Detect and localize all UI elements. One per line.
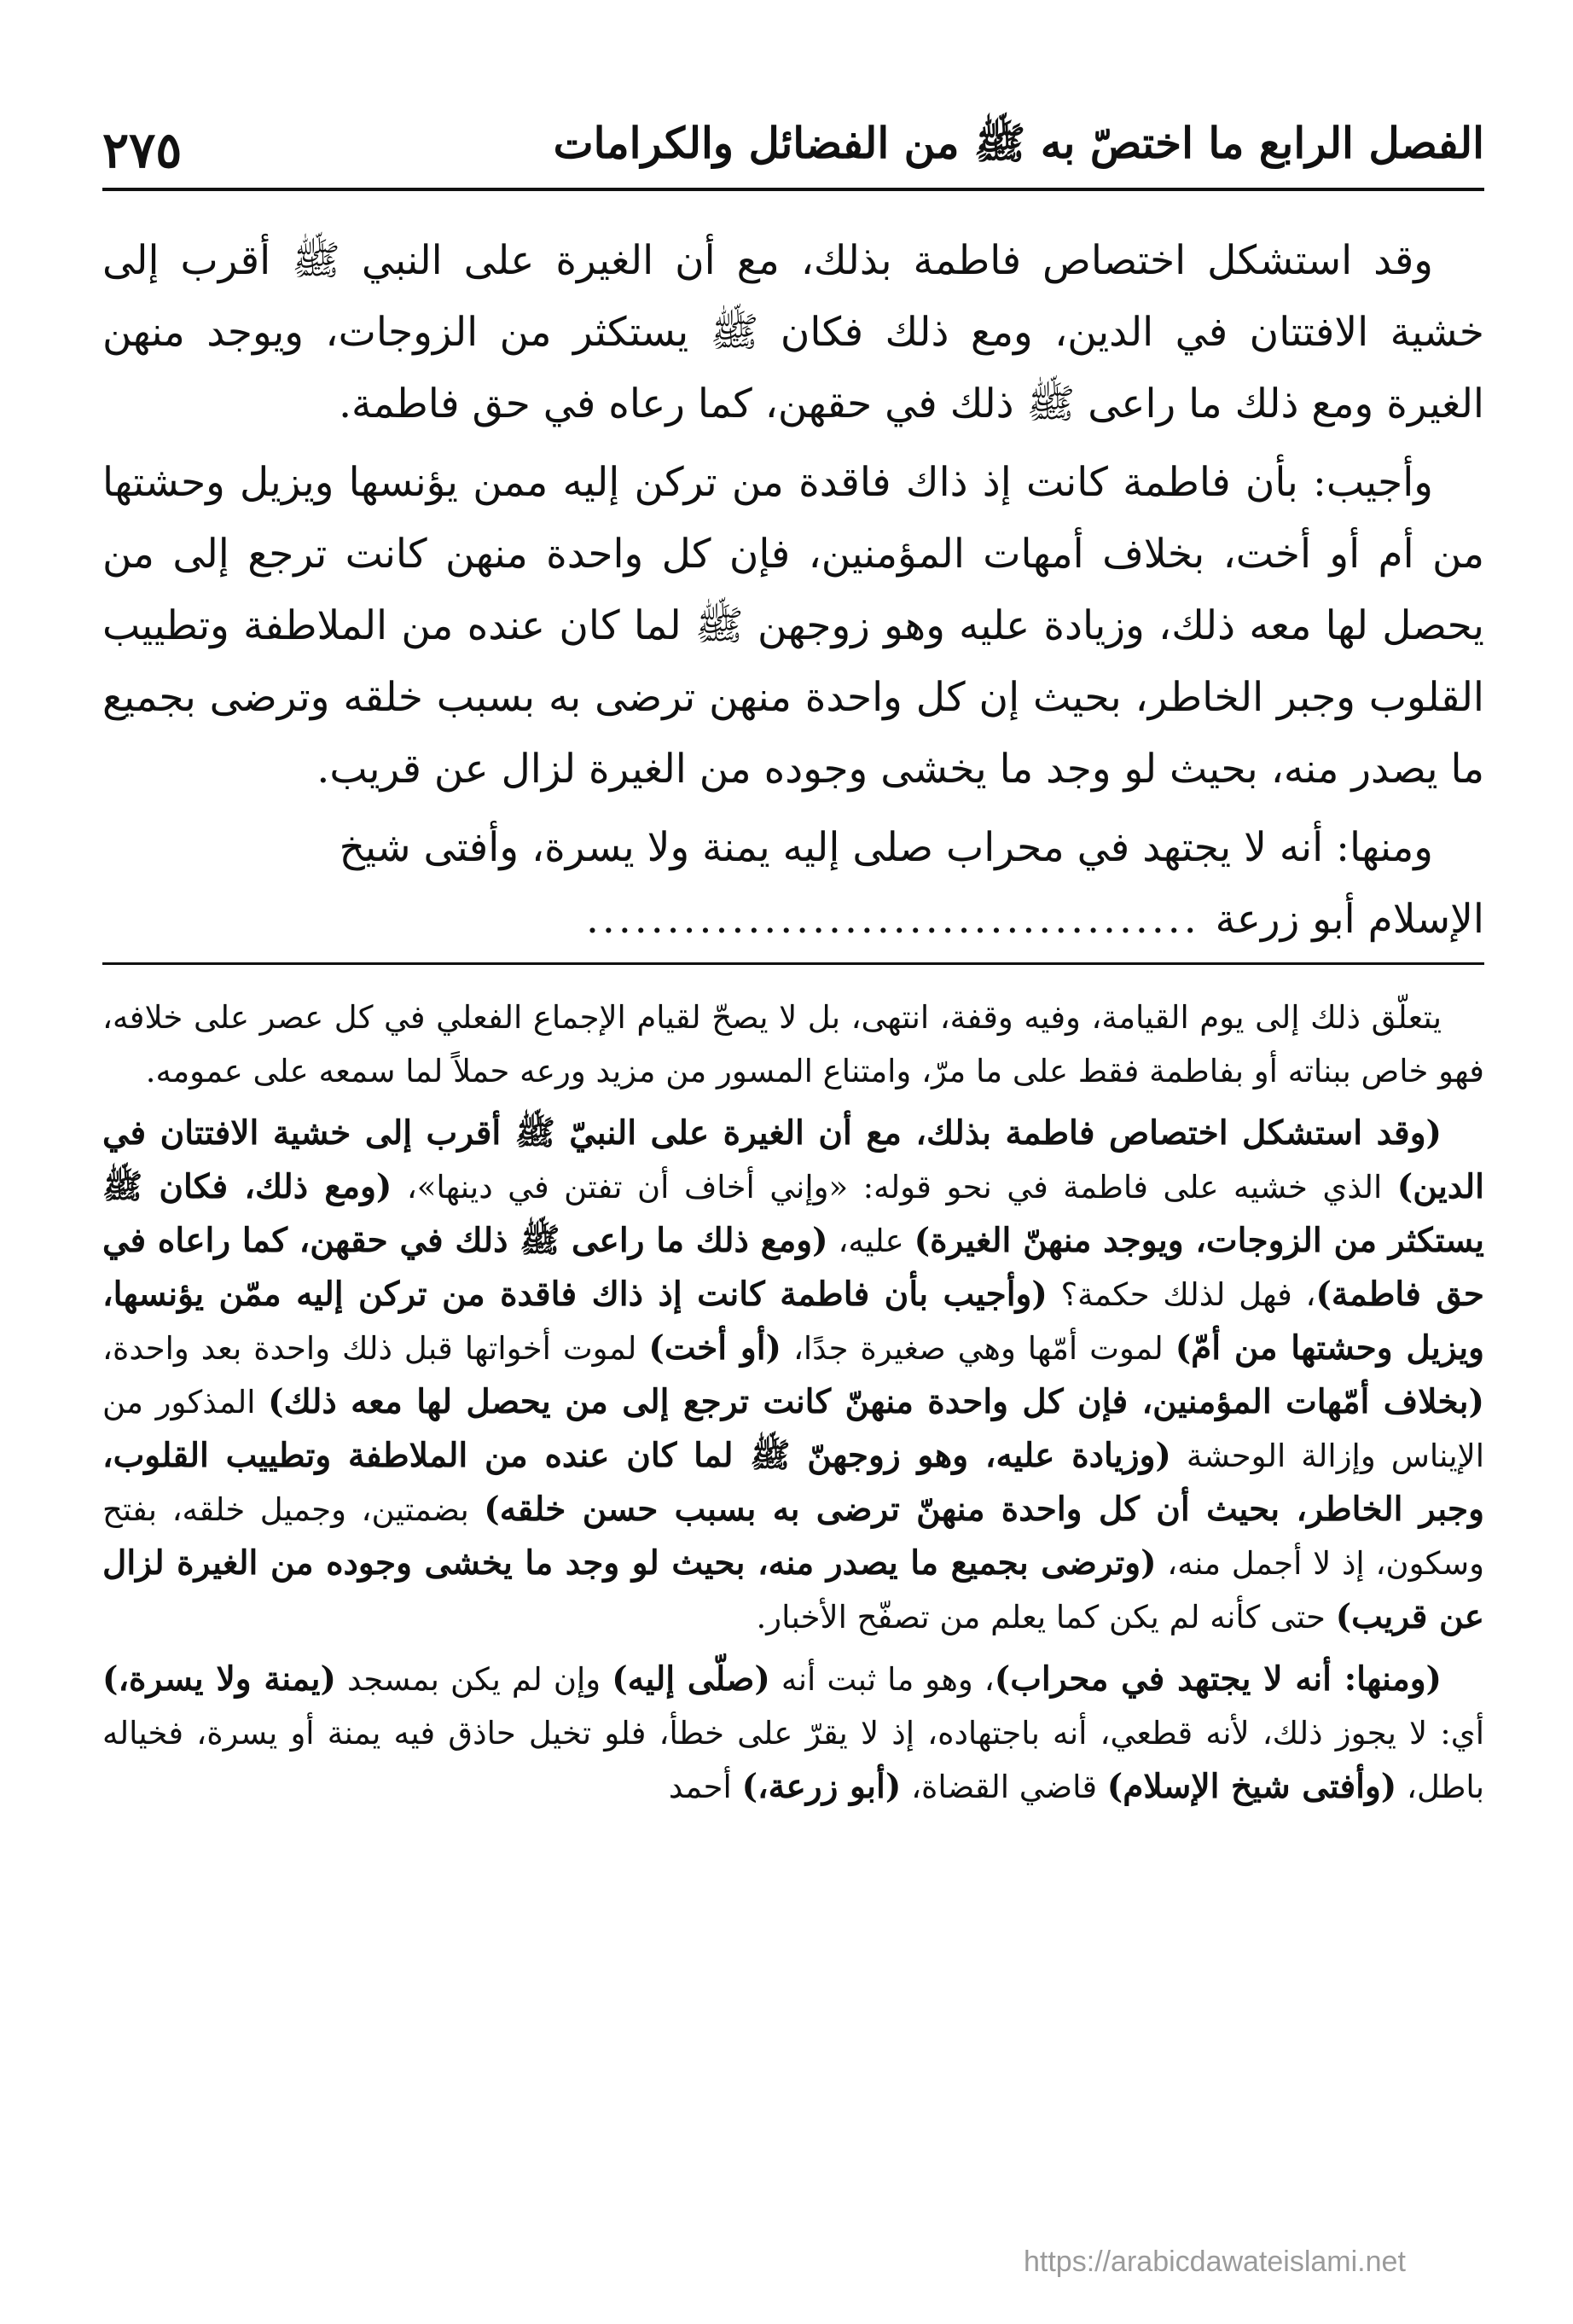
commentary-text-span: الذي خشيه على فاطمة في نحو قوله: «وإني أخاف أن تفتن في دينها»، (392, 1169, 1397, 1206)
main-paragraph-1: وقد استشكل اختصاص فاطمة بذلك، مع أن الغيرة على النبي ﷺ أقرب إلى خشية الافتتان في الدين، ومع ذلك فكان ﷺ يستكثر من الزوجات، ويوجد منهن الغيرة ومع ذلك ما راعى ﷺ ذلك في حقهن، كما رعاه في حق فاطمة. (102, 237, 1484, 427)
commentary-text-span: المذكور من الإيناس وإزالة الوحشة (102, 1384, 1485, 1474)
quoted-matn: (ومنها: أنه لا يجتهد في محراب) (994, 1659, 1442, 1699)
main-paragraph-3: ومنها: أنه لا يجتهد في محراب صلى إليه يمنة ولا يسرة، وأفتى شيخ (339, 824, 1433, 871)
commentary-text-span: حتى كأنه لم يكن كما يعلم من تصفّح الأخبار. (756, 1599, 1336, 1636)
quoted-matn: (وزيادة عليه، وهو زوجهنّ ﷺ لما كان عنده من الملاطفة وتطييب القلوب، وجبر الخاطر، بحيث أن كل واحدة منهنّ ترضى به بسبب حسن خلقه) (102, 1436, 1484, 1529)
main-text (102, 225, 1484, 956)
quoted-matn: (أبو زرعة،) (741, 1767, 902, 1806)
quoted-matn: (وقد استشكل اختصاص فاطمة بذلك، مع أن الغيرة على النبيّ ﷺ أقرب إلى خشية الافتتان في الدين) (102, 1113, 1484, 1206)
commentary-paragraph-1: يتعلّق ذلك إلى يوم القيامة، وفيه وقفة، انتهى، بل لا يصحّ لقيام الإجماع الفعلي في كل عصر على خلافه، فهو خاص ببناته أو بفاطمة فقط على ما مرّ، وامتناع المسور من مزيد ورعه حملاً لما سمعه على عمومه. (102, 999, 1484, 1089)
quoted-matn: (أو أخت) (648, 1328, 781, 1368)
quoted-matn: (ومع ذلك ما راعى ﷺ ذلك في حقهن، كما راعاه في حق فاطمة) (102, 1221, 1485, 1314)
commentary-text-span: أحمد (668, 1769, 742, 1805)
quoted-matn: (وأفتى شيخ الإسلام) (1106, 1767, 1397, 1806)
page-number: ٢٧٥ (102, 121, 183, 179)
website-watermark: https://arabicdawateislami.net (1024, 2246, 1406, 2278)
commentary-text (102, 991, 1484, 1814)
quoted-matn: (وأجيب بأن فاطمة كانت إذ ذاك فاقدة من تركن إليه ممّن يؤنسها، ويزيل وحشتها من أمّ) (102, 1275, 1484, 1368)
text-commentary-divider (102, 962, 1484, 965)
commentary-text-span: ، وهو ما ثبت أنه (769, 1661, 995, 1698)
page-header (102, 102, 1484, 191)
quoted-matn: (وترضى بجميع ما يصدر منه، بحيث لو وجد ما يخشى وجوده من الغيرة لزال عن قريب) (102, 1543, 1484, 1636)
continuation-dots: ...................................... (585, 896, 1200, 943)
main-last-line (102, 884, 1484, 956)
commentary-text-span: وإن لم يكن بمسجد (335, 1661, 612, 1698)
commentary-paragraph-3 (102, 1653, 1484, 1814)
main-paragraph-2: وأجيب: بأن فاطمة كانت إذ ذاك فاقدة من تركن إليه ممن يؤنسها ويزيل وحشتها من أم أو أخت، بخلاف أمهات المؤمنين، فإن كل واحدة منهن كانت ترجع إلى من يحصل لها معه ذلك، وزيادة عليه وهو زوجهن ﷺ لما كان عنده من الملاطفة وتطييب القلوب وجبر الخاطر، بحيث إن كل واحدة منهن ترضى به بسبب خلقه وترضى بجميع ما يصدر منه، بحيث لو وجد ما يخشى وجوده من الغيرة لزال عن قريب. (102, 459, 1484, 793)
commentary-text-span: أي: لا يجوز ذلك، لأنه قطعي، أنه باجتهاده، إذ لا يقرّ على خطأ، فلو تخيل حاذق فيه يمنة أو يسرة، فخياله باطل، (102, 1715, 1484, 1805)
book-page (102, 102, 1484, 1814)
commentary-text-span: بضمتين، وجميل خلقه، بفتح وسكون، إذ لا أجمل منه، (102, 1491, 1484, 1582)
running-title: الفصل الرابع ما اختصّ به ﷺ من الفضائل والكرامات (553, 118, 1484, 168)
quoted-matn: (بخلاف أمّهات المؤمنين، فإن كل واحدة منهنّ كانت ترجع إلى من يحصل لها معه ذلك) (268, 1382, 1484, 1421)
quoted-matn: (يمنة ولا يسرة،) (102, 1659, 336, 1699)
commentary-paragraph-2 (102, 1107, 1484, 1644)
commentary-text-span: لموت أمّها وهي صغيرة جدًا، (781, 1330, 1175, 1367)
commentary-text-span: عليه، (827, 1223, 914, 1259)
quoted-matn: (صلّى إليه) (612, 1659, 770, 1699)
quoted-matn: (ومع ذلك، فكان ﷺ يستكثر من الزوجات، ويوجد منهنّ الغيرة) (102, 1167, 1484, 1260)
commentary-text-span: لموت أخواتها قبل ذلك واحدة بعد واحدة، (102, 1330, 649, 1367)
main-last-line-text: الإسلام أبو زرعة (1215, 896, 1484, 943)
commentary-text-span: ، فهل لذلك حكمة؟ (1047, 1276, 1316, 1313)
commentary-text-span: قاضي القضاة، (901, 1769, 1107, 1805)
